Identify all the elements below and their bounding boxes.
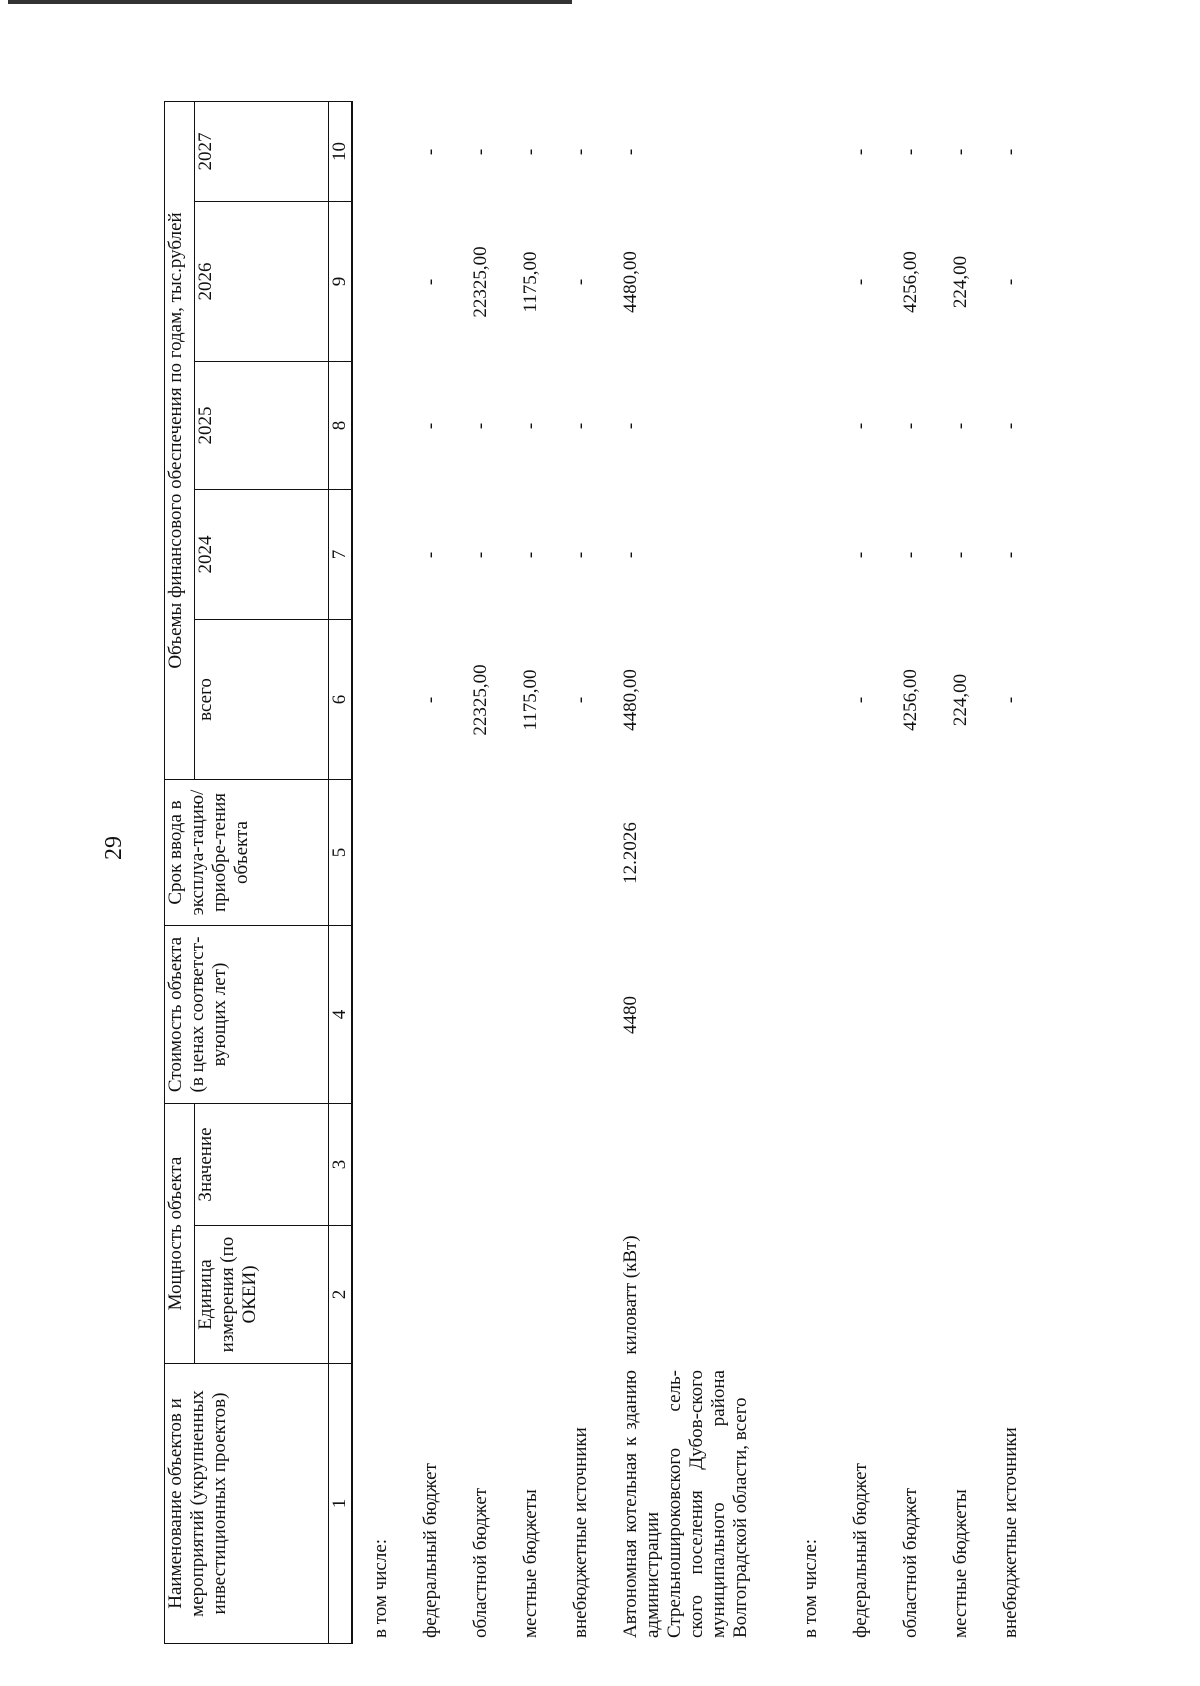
table-row bbox=[370, 99, 400, 1644]
row-year-2027-cell: - bbox=[850, 148, 871, 156]
row-year-2026-cell: - bbox=[850, 278, 871, 286]
row-year-2026-cell: - bbox=[420, 278, 441, 286]
row-year-2024-cell: - bbox=[420, 551, 441, 559]
header-value: Значение bbox=[195, 1104, 329, 1226]
header-commissioning: Срок ввода в эксплуа-тацию/ приобре-тения объекта bbox=[165, 780, 329, 926]
row-total-cell: - bbox=[420, 696, 441, 704]
table-row bbox=[950, 99, 980, 1644]
funding-table bbox=[164, 101, 353, 1644]
row-year-2024-cell: - bbox=[900, 551, 921, 559]
table-row bbox=[850, 99, 880, 1644]
row-name: областной бюджет bbox=[470, 1487, 491, 1638]
row-year-2027-cell: - bbox=[570, 148, 591, 156]
column-number: 5 bbox=[329, 780, 353, 926]
table-row bbox=[900, 99, 930, 1644]
row-year-2027-cell: - bbox=[620, 148, 641, 156]
header-total: всего bbox=[195, 620, 329, 780]
header-cost: Стоимость объекта (в ценах соответст-вующих лет) bbox=[165, 926, 329, 1104]
header-unit: Единица измерения (по ОКЕИ) bbox=[195, 1226, 329, 1364]
table-row bbox=[1000, 99, 1030, 1644]
row-year-2024-cell: - bbox=[620, 551, 641, 559]
row-name: местные бюджеты bbox=[520, 1489, 541, 1638]
row-year-2024-cell: - bbox=[570, 551, 591, 559]
row-total-cell: - bbox=[570, 696, 591, 704]
column-number: 3 bbox=[329, 1104, 353, 1226]
row-year-2024-cell: - bbox=[1000, 551, 1021, 559]
column-number: 9 bbox=[329, 202, 353, 362]
row-cost-cell: 4480 bbox=[620, 996, 641, 1034]
header-2026: 2026 bbox=[195, 202, 329, 362]
row-year-2024-cell: - bbox=[950, 551, 971, 559]
row-year-2027-cell: - bbox=[1000, 148, 1021, 156]
column-number: 10 bbox=[329, 102, 353, 202]
row-year-2025-cell: - bbox=[620, 422, 641, 430]
row-year-2025-cell: - bbox=[420, 422, 441, 430]
row-year-2026-cell: 4480,00 bbox=[620, 251, 641, 313]
row-year-2026-cell: 224,00 bbox=[950, 255, 971, 309]
row-year-2027-cell: - bbox=[900, 148, 921, 156]
row-year-2026-cell: 22325,00 bbox=[470, 246, 491, 318]
row-year-2024-cell: - bbox=[850, 551, 871, 559]
table-row bbox=[800, 99, 830, 1644]
scan-top-edge bbox=[8, 0, 572, 4]
table-row bbox=[420, 99, 450, 1644]
row-year-2025-cell: - bbox=[850, 422, 871, 430]
row-year-2027-cell: - bbox=[420, 148, 441, 156]
table-row bbox=[470, 99, 500, 1644]
row-year-2027-cell: - bbox=[470, 148, 491, 156]
row-total-cell: 4256,00 bbox=[900, 669, 921, 731]
row-total-cell: 4480,00 bbox=[620, 669, 641, 731]
row-term-cell: 12.2026 bbox=[620, 822, 641, 884]
row-name: федеральный бюджет bbox=[420, 1463, 441, 1638]
header-2027: 2027 bbox=[195, 102, 329, 202]
rotated-table-frame bbox=[164, 99, 1184, 1644]
column-number: 7 bbox=[329, 490, 353, 620]
row-year-2025-cell: - bbox=[470, 422, 491, 430]
column-number: 1 bbox=[329, 1364, 353, 1644]
row-year-2025-cell: - bbox=[1000, 422, 1021, 430]
column-number: 2 bbox=[329, 1226, 353, 1364]
row-year-2026-cell: - bbox=[1000, 278, 1021, 286]
row-name: в том числе: bbox=[800, 1538, 821, 1638]
row-year-2025-cell: - bbox=[570, 422, 591, 430]
row-total-cell: 1175,00 bbox=[520, 669, 541, 731]
row-year-2026-cell: - bbox=[570, 278, 591, 286]
row-unit-cell: киловатт (кВт) bbox=[620, 1235, 641, 1355]
row-year-2025-cell: - bbox=[520, 422, 541, 430]
page-number: 29 bbox=[101, 836, 127, 860]
row-name: федеральный бюджет bbox=[850, 1463, 871, 1638]
row-year-2027-cell: - bbox=[520, 148, 541, 156]
row-year-2025-cell: - bbox=[900, 422, 921, 430]
column-number: 4 bbox=[329, 926, 353, 1104]
row-year-2026-cell: 4256,00 bbox=[900, 251, 921, 313]
row-name: Автономная котельная к зданию администрации Стрельношироковского сель-ского поселения Дубов-ского муниципального района Волгоградской области, всего bbox=[620, 1370, 751, 1638]
row-year-2024-cell: - bbox=[470, 551, 491, 559]
header-name: Наименование объектов и мероприятий (укрупненных инвестиционных проектов) bbox=[165, 1364, 329, 1644]
header-2025: 2025 bbox=[195, 362, 329, 490]
row-name: внебюджетные источники bbox=[1000, 1427, 1021, 1638]
row-name: местные бюджеты bbox=[950, 1489, 971, 1638]
row-name: внебюджетные источники bbox=[570, 1427, 591, 1638]
row-year-2024-cell: - bbox=[520, 551, 541, 559]
row-total-cell: 22325,00 bbox=[470, 664, 491, 736]
row-name: в том числе: bbox=[370, 1538, 391, 1638]
row-year-2025-cell: - bbox=[950, 422, 971, 430]
row-name: областной бюджет bbox=[900, 1487, 921, 1638]
header-capacity: Мощность объекта bbox=[165, 1104, 195, 1364]
column-number: 6 bbox=[329, 620, 353, 780]
column-number: 8 bbox=[329, 362, 353, 490]
table-row bbox=[570, 99, 600, 1644]
header-2024: 2024 bbox=[195, 490, 329, 620]
row-total-cell: - bbox=[1000, 696, 1021, 704]
row-year-2027-cell: - bbox=[950, 148, 971, 156]
row-total-cell: 224,00 bbox=[950, 673, 971, 727]
table-row bbox=[520, 99, 550, 1644]
table-row bbox=[620, 99, 751, 1644]
row-year-2026-cell: 1175,00 bbox=[520, 251, 541, 313]
header-funding: Объемы финансового обеспечения по годам, тыс.рублей bbox=[165, 102, 195, 780]
row-total-cell: - bbox=[850, 696, 871, 704]
